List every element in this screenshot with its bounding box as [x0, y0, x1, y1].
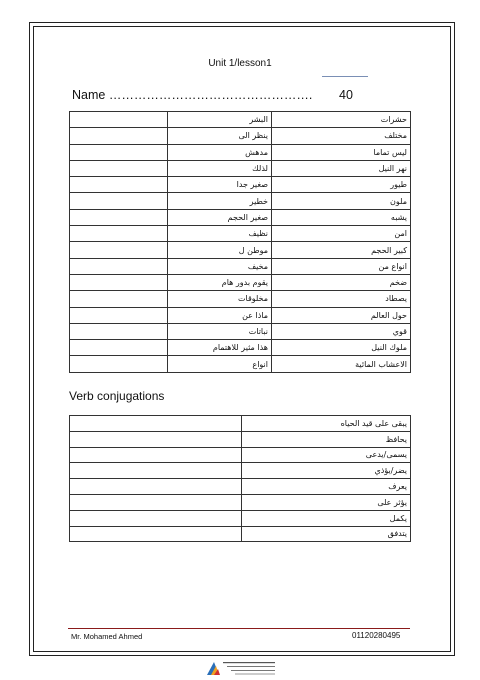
- vocab-meaning: مخلوقات: [168, 291, 272, 307]
- vocab-meaning: صغير جدا: [168, 177, 272, 193]
- verb-answer-blank[interactable]: [70, 416, 242, 432]
- verb-answer-blank[interactable]: [70, 526, 242, 542]
- vocab-word: انواع من: [272, 258, 411, 274]
- verb-row: [70, 416, 411, 432]
- verb-answer-blank[interactable]: [70, 510, 242, 526]
- vocab-answer-blank[interactable]: [70, 291, 168, 307]
- vocab-meaning: ينظر الى: [168, 128, 272, 144]
- vocab-word: نهر النيل: [272, 160, 411, 176]
- verb-answer-blank[interactable]: [70, 431, 242, 447]
- verb-text: يؤثر على: [242, 494, 411, 510]
- vocab-row: [70, 160, 411, 176]
- vocab-word: كبير الحجم: [272, 242, 411, 258]
- footer-divider: [68, 628, 410, 629]
- vocab-row: [70, 274, 411, 290]
- vocab-meaning: انواع: [168, 356, 272, 372]
- verb-answer-blank[interactable]: [70, 447, 242, 463]
- vocab-word: ملوك النيل: [272, 340, 411, 356]
- vocab-meaning: لذلك: [168, 160, 272, 176]
- total-score: 40: [339, 88, 353, 102]
- verb-text: يعرف: [242, 479, 411, 495]
- vocab-word: ليس تماما: [272, 144, 411, 160]
- footer-phone: 01120280495: [352, 631, 401, 640]
- vocab-row: [70, 112, 411, 128]
- vocab-row: [70, 242, 411, 258]
- vocab-meaning: يقوم بدور هام: [168, 274, 272, 290]
- vocab-answer-blank[interactable]: [70, 193, 168, 209]
- vocab-row: [70, 291, 411, 307]
- vocab-meaning: خطير: [168, 193, 272, 209]
- publisher-logo-icon: [205, 659, 277, 677]
- vocab-row: [70, 323, 411, 339]
- verb-row: [70, 526, 411, 542]
- vocab-answer-blank[interactable]: [70, 258, 168, 274]
- vocab-meaning: ماذا عن: [168, 307, 272, 323]
- verb-answer-blank[interactable]: [70, 463, 242, 479]
- vocab-row: [70, 340, 411, 356]
- vocab-answer-blank[interactable]: [70, 340, 168, 356]
- lesson-title: Unit 1/lesson1: [208, 58, 272, 69]
- vocab-answer-blank[interactable]: [70, 112, 168, 128]
- vocab-word: حول العالم: [272, 307, 411, 323]
- vocab-answer-blank[interactable]: [70, 144, 168, 160]
- vocab-word: طيور: [272, 177, 411, 193]
- vocab-row: [70, 193, 411, 209]
- verb-text: يبقى على قيد الحياه: [242, 416, 411, 432]
- vocab-meaning: نظيف: [168, 226, 272, 242]
- vocab-meaning: موطن ل: [168, 242, 272, 258]
- verb-text: يحافظ: [242, 431, 411, 447]
- vocab-meaning: مخيف: [168, 258, 272, 274]
- vocab-answer-blank[interactable]: [70, 274, 168, 290]
- verb-answer-blank[interactable]: [70, 479, 242, 495]
- verb-row: [70, 494, 411, 510]
- vocab-word: ضخم: [272, 274, 411, 290]
- vocab-row: [70, 177, 411, 193]
- vocab-word: قوي: [272, 323, 411, 339]
- verb-conjugations-table: [69, 415, 411, 542]
- vocab-word: يصطاد: [272, 291, 411, 307]
- vocab-answer-blank[interactable]: [70, 323, 168, 339]
- verb-text: يسمى/يدعى: [242, 447, 411, 463]
- vocab-row: [70, 128, 411, 144]
- vocab-row: [70, 226, 411, 242]
- vocab-row: [70, 307, 411, 323]
- vocab-row: [70, 258, 411, 274]
- vocab-answer-blank[interactable]: [70, 128, 168, 144]
- verb-row: [70, 447, 411, 463]
- verb-row: [70, 479, 411, 495]
- verb-row: [70, 510, 411, 526]
- vocab-word: يشبه: [272, 209, 411, 225]
- vocab-word: حشرات: [272, 112, 411, 128]
- verb-answer-blank[interactable]: [70, 494, 242, 510]
- vocab-meaning: صغير الحجم: [168, 209, 272, 225]
- verb-text: يكمل: [242, 510, 411, 526]
- verb-row: [70, 431, 411, 447]
- verb-conjugations-heading: Verb conjugations: [69, 389, 165, 403]
- verb-row: [70, 463, 411, 479]
- vocab-word: امن: [272, 226, 411, 242]
- vocab-meaning: البشر: [168, 112, 272, 128]
- name-field-label: Name ………………………………………….: [72, 88, 313, 102]
- vocab-answer-blank[interactable]: [70, 209, 168, 225]
- vocab-meaning: مدهش: [168, 144, 272, 160]
- vocab-meaning: هذا مثير للاهتمام: [168, 340, 272, 356]
- vocabulary-table: [69, 111, 411, 373]
- vocab-row: [70, 209, 411, 225]
- vocab-answer-blank[interactable]: [70, 307, 168, 323]
- vocab-meaning: نباتات: [168, 323, 272, 339]
- vocab-word: مختلف: [272, 128, 411, 144]
- vocab-row: [70, 356, 411, 372]
- vocab-row: [70, 144, 411, 160]
- vocab-word: الاعشاب المائية: [272, 356, 411, 372]
- score-underline: [322, 76, 368, 77]
- vocab-answer-blank[interactable]: [70, 160, 168, 176]
- footer-author: Mr. Mohamed Ahmed: [71, 632, 143, 641]
- verb-text: يضر/يؤذي: [242, 463, 411, 479]
- verb-text: يتدفق: [242, 526, 411, 542]
- vocab-answer-blank[interactable]: [70, 177, 168, 193]
- vocab-answer-blank[interactable]: [70, 226, 168, 242]
- vocab-word: ملون: [272, 193, 411, 209]
- vocab-answer-blank[interactable]: [70, 242, 168, 258]
- vocab-answer-blank[interactable]: [70, 356, 168, 372]
